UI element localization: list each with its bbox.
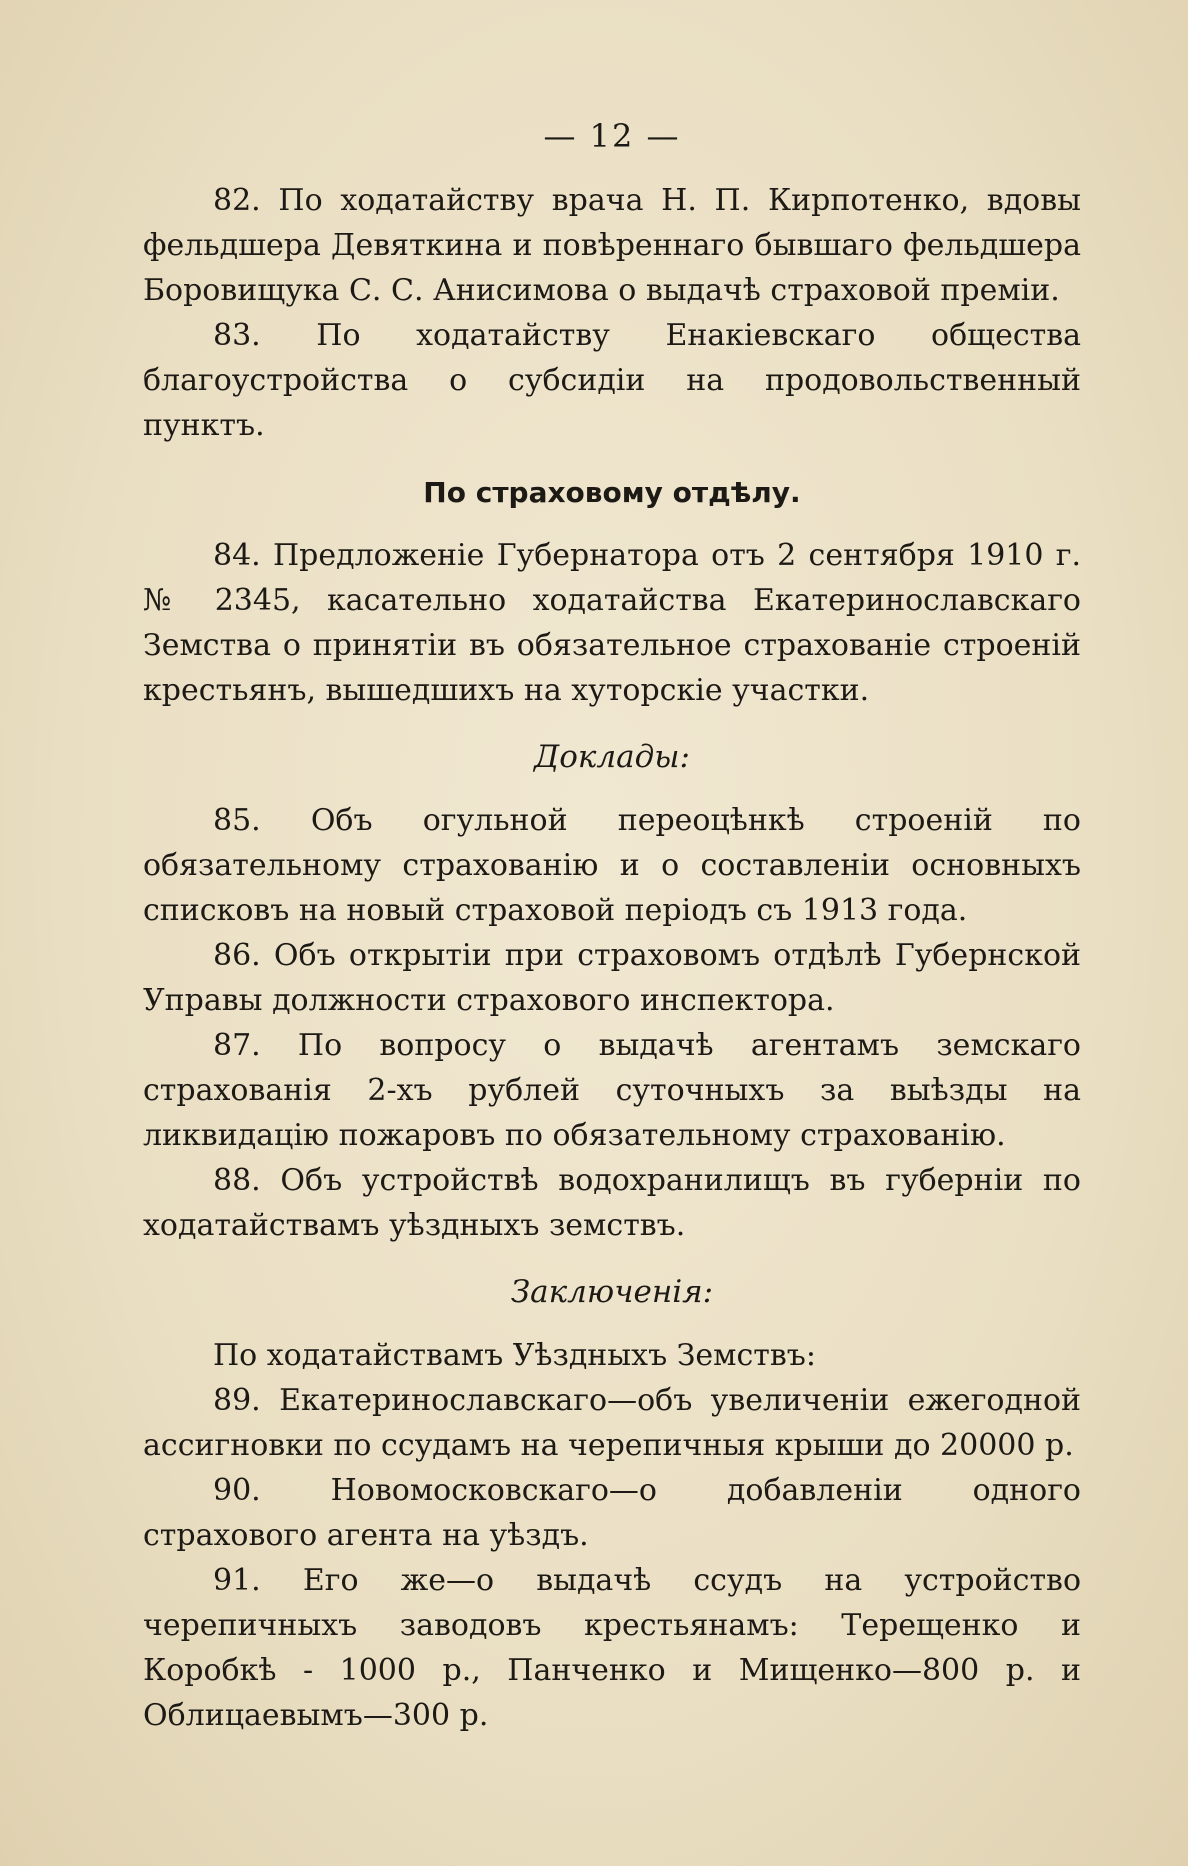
page-content — [143, 112, 1081, 1738]
item-88: 88. Объ устройствѣ водохранилищъ въ губерніи по ходатайствамъ уѣздныхъ земствъ. — [143, 1163, 1081, 1243]
item-90: 90. Новомосковскаго—о добавленіи одного страхового агента на уѣздъ. — [143, 1473, 1081, 1553]
heading-conclusions: Заключенія: — [510, 1274, 714, 1310]
item-83: 83. По ходатайству Енакіевскаго общества благоустройства о субсидіи на продовольственный пунктъ. — [143, 318, 1081, 443]
item-89: 89. Екатеринославскаго—объ увеличеніи ежегодной ассигновки по ссудамъ на черепичныя крыши до 20000 р. — [143, 1383, 1081, 1463]
heading-reports: Доклады: — [534, 739, 690, 775]
page-number: — 12 — — [543, 117, 681, 155]
item-87: 87. По вопросу о выдачѣ агентамъ земскаго страхованія 2-хъ рублей суточныхъ за выѣзды на ликвидацію пожаровъ по обязательному страхованію. — [143, 1028, 1081, 1153]
item-91: 91. Его же—о выдачѣ ссудъ на устройство черепичныхъ заводовъ крестьянамъ: Терещенко и Коробкѣ - 1000 р., Панченко и Мищенко—800 р. и Облицаевымъ—300 р. — [143, 1563, 1081, 1733]
item-82: 82. По ходатайству врача Н. П. Кирпотенко, вдовы фельдшера Девяткина и повѣреннаго бывшаго фельдшера Боровищука С. С. Анисимова о выдачѣ страховой преміи. — [143, 183, 1081, 308]
item-84: 84. Предложеніе Губернатора отъ 2 сентября 1910 г. № 2345, касательно ходатайства Екатеринославскаго Земства о принятіи въ обязательное страхованіе строеній крестьянъ, вышедшихъ на хуторскіе участки. — [143, 538, 1081, 708]
section-heading-insurance: По страховому отдѣлу. — [423, 476, 801, 509]
item-85: 85. Объ огульной переоцѣнкѣ строеній по обязательному страхованію и о составленіи основныхъ списковъ на новый страховой періодъ съ 1913 года. — [143, 803, 1081, 928]
item-86: 86. Объ открытіи при страховомъ отдѣлѣ Губернской Управы должности страхового инспектора. — [143, 938, 1081, 1018]
conclusions-intro: По ходатайствамъ Уѣздныхъ Земствъ: — [213, 1338, 816, 1373]
